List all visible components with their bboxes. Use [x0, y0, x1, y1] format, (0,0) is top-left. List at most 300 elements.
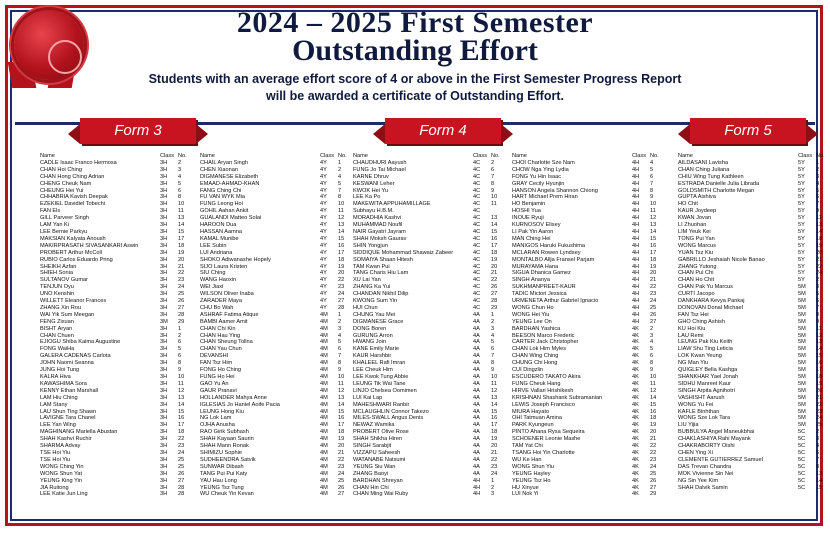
student-name: MANIGOS Haruki Fukushima: [512, 242, 586, 249]
list-item: [40, 201, 192, 208]
student-class: 5M: [798, 374, 806, 380]
student-number: 9: [491, 187, 495, 194]
list-item: [353, 277, 505, 284]
list-item: [512, 264, 664, 271]
list-item: [40, 353, 192, 360]
student-name: TSANG Hoi Yin Charlotte: [512, 449, 575, 456]
student-name: INOUE Ryuji: [512, 215, 544, 222]
student-class: 4A: [473, 387, 480, 394]
list-item: [40, 395, 192, 402]
student-name: SHAH Dalvik Samin: [678, 484, 728, 491]
student-name: YEUNG Siu Wan: [353, 463, 396, 470]
list-item: [512, 485, 664, 492]
student-class: 4K: [632, 443, 639, 450]
header-class: Class: [320, 153, 334, 159]
student-number: 22: [338, 277, 345, 284]
list-item: [512, 167, 664, 174]
list-item: [512, 208, 664, 215]
list-item: [353, 312, 505, 319]
list-item: [200, 312, 352, 319]
student-number: 1: [178, 325, 182, 332]
student-number: 19: [816, 242, 823, 249]
student-number: 19: [178, 249, 185, 256]
student-name: KAWASHIMA Sora: [40, 380, 87, 387]
student-number: 13: [338, 222, 345, 229]
list-item: [678, 388, 830, 395]
student-number: [491, 208, 505, 215]
student-name: LEUNG Pak Kiu Keith: [678, 339, 733, 346]
student-name: CHENG Cheuk Nam: [40, 180, 92, 187]
student-class: 4Y: [320, 228, 327, 235]
student-name: MCLARAN Rowen Lyndsey: [512, 249, 581, 256]
list-item: [200, 326, 352, 333]
student-number: 23: [491, 463, 498, 470]
list-item: [512, 450, 664, 457]
list-item: [200, 450, 352, 457]
student-name: WONG Shun Yat: [40, 470, 83, 477]
student-class: 4K: [632, 401, 639, 408]
student-name: MAHESHWARI Ranbir: [353, 401, 410, 408]
student-number: 11: [491, 380, 497, 387]
list-item: [353, 236, 505, 243]
student-class: 3H: [160, 332, 168, 339]
list-item: [200, 270, 352, 277]
student-class: 3H: [160, 256, 168, 263]
student-number: 5: [178, 346, 182, 353]
student-number: 7: [816, 456, 820, 463]
student-name: SHIN Yongjun: [353, 242, 388, 249]
list-item: [200, 215, 352, 222]
student-name: WONG Shun Yiu: [512, 463, 554, 470]
student-number: 25: [650, 304, 657, 311]
student-class: 4M: [320, 463, 328, 470]
student-number: 7: [816, 201, 820, 208]
student-name: LIU Yijia: [678, 422, 699, 429]
student-class: 4Y: [320, 304, 327, 311]
list-item: [40, 360, 192, 367]
student-class: 4C: [473, 173, 481, 180]
student-number: 6: [650, 353, 654, 360]
student-number: 6: [816, 449, 820, 456]
list-item: [40, 167, 192, 174]
student-number: 18: [650, 256, 657, 263]
student-name: WU Cheuk Yin Kevan: [200, 491, 254, 498]
student-number: 20: [338, 443, 345, 450]
student-class: 4Y: [320, 270, 327, 277]
student-name: NG Sin Yee Kim: [678, 477, 719, 484]
list-item: [200, 243, 352, 250]
list-item: [40, 436, 192, 443]
student-name: LAU Shun Ting Shawn: [40, 408, 97, 415]
student-class: 4K: [632, 346, 639, 353]
student-name: OHI Tatmuan Amina: [512, 415, 562, 422]
list-item: [512, 381, 664, 388]
student-name: KWONG Sum Yin: [353, 298, 398, 305]
student-class: 4A: [473, 325, 480, 332]
list-item: [40, 471, 192, 478]
student-class: 4C: [473, 222, 481, 229]
student-number: 22: [338, 456, 345, 463]
student-class: 4M: [320, 477, 328, 484]
student-class: 4Y: [320, 298, 327, 305]
student-name: MIURA Hayato: [512, 408, 549, 415]
list-item: [512, 194, 664, 201]
list-item: [678, 339, 830, 346]
student-number: 27: [338, 298, 345, 305]
student-class: 3H: [160, 215, 168, 222]
student-number: 19: [816, 380, 823, 387]
student-name: JOHN Naomi Seanna: [40, 360, 94, 367]
student-name: WONG Ching Yin: [40, 463, 84, 470]
student-class: 4M: [320, 443, 328, 450]
student-class: 3H: [160, 408, 168, 415]
student-name: GILL Parveer Singh: [40, 215, 89, 222]
student-name: FAN Els: [40, 208, 61, 215]
student-class: 4K: [632, 325, 639, 332]
student-name: YEUNG Hayley: [512, 470, 551, 477]
student-name: LEUNG Hong Kiu: [200, 408, 244, 415]
list-item: [353, 395, 505, 402]
student-number: 15: [650, 401, 657, 408]
student-number: 24: [816, 415, 823, 422]
student-name: YAU Hau Long: [200, 477, 237, 484]
student-number: 9: [816, 208, 820, 215]
list-item: [512, 457, 664, 464]
student-class: 5M: [798, 367, 806, 374]
list-item: [512, 243, 664, 250]
student-name: ZHANG Yutong: [678, 263, 717, 270]
student-name: MCLAUGHLIN Connor Takezo: [353, 408, 429, 415]
student-number: 6: [816, 298, 820, 305]
student-class: 4Y: [320, 215, 327, 222]
student-name: FUNG Leong Hoi: [200, 201, 243, 208]
list-item: [512, 188, 664, 195]
student-number: 4: [650, 159, 654, 166]
student-name: SUDHEENDRA Satvik: [200, 456, 256, 463]
student-number: 9: [650, 367, 654, 374]
student-class: 4A: [473, 429, 480, 436]
list-item: [200, 388, 352, 395]
student-number: 24: [178, 284, 185, 291]
student-name: ASHRAF Fatima Atique: [200, 311, 259, 318]
list-item: [678, 457, 830, 464]
student-number: 9: [491, 367, 495, 374]
student-name: FANG Ching Chi: [200, 187, 242, 194]
student-class: 4K: [632, 387, 639, 394]
list-item: [40, 464, 192, 471]
list-item: [678, 167, 830, 174]
student-class: 4M: [320, 422, 328, 429]
student-number: 7: [816, 304, 820, 311]
student-number: 20: [650, 429, 657, 436]
student-number: 16: [338, 242, 345, 249]
student-name: CHUNG Chi Hong: [512, 360, 558, 367]
student-class: 4A: [473, 318, 480, 325]
list-item: [353, 457, 505, 464]
list-item: [512, 415, 664, 422]
student-name: YUAN Tsz Kiu: [678, 249, 714, 256]
student-number: 26: [650, 477, 657, 484]
list-item: [678, 257, 830, 264]
student-name: KARNE Dhruv: [353, 173, 389, 180]
student-number: 15: [816, 353, 823, 360]
list-item: [353, 167, 505, 174]
student-name: GALERA CADENAS Carlota: [40, 353, 111, 360]
list-item: [200, 436, 352, 443]
student-number: 17: [178, 235, 185, 242]
student-class: 3H: [160, 304, 168, 311]
student-class: 5Y: [798, 235, 805, 242]
student-class: 4H: [632, 201, 640, 208]
student-name: CHANDAN Nikhil Dilip: [353, 291, 409, 298]
student-name: DEVANSHI: [200, 353, 229, 360]
list-item: [678, 243, 830, 250]
student-number: 16: [491, 235, 498, 242]
student-number: 1: [338, 311, 342, 318]
student-number: 7: [338, 187, 342, 194]
student-name: GURUNG Arron: [353, 332, 393, 339]
student-number: 8: [650, 360, 654, 367]
student-name: ZARADER Maya: [200, 298, 242, 305]
student-class: 5M: [798, 408, 806, 415]
list-item: [200, 319, 352, 326]
student-number: 4: [816, 180, 820, 187]
student-class: 4H: [632, 159, 640, 166]
student-name: AILDASANI Lavisha: [678, 159, 729, 166]
student-name: KHALEEL Rafi Imran: [353, 360, 406, 367]
student-number: 10: [491, 374, 498, 380]
student-number: 26: [178, 298, 185, 305]
student-class: 4A: [473, 415, 480, 422]
student-name: LI Zhuohan: [678, 222, 707, 229]
student-number: 3: [491, 491, 495, 498]
student-number: 28: [178, 311, 185, 318]
student-name: GAUR Pranavi: [200, 387, 237, 394]
student-name: LEE Bernie Parkyu: [40, 228, 88, 235]
student-number: 25: [338, 477, 345, 484]
student-class: 4H: [473, 484, 481, 491]
student-number: 24: [491, 470, 498, 477]
student-name: SHARMA Advay: [40, 443, 81, 450]
student-class: 4Y: [320, 291, 327, 298]
student-name: RUBIO Carlos Eduardo Pring: [40, 256, 113, 263]
student-class: 3H: [160, 228, 168, 235]
student-class: 4Y: [320, 256, 327, 263]
student-number: 12: [650, 387, 657, 394]
student-name: GUALANDI Matteo Solai: [200, 215, 262, 222]
student-number: 23: [338, 284, 345, 291]
student-number: 8: [650, 187, 654, 194]
list-item: [512, 333, 664, 340]
list-item: [200, 402, 352, 409]
list-item: [353, 284, 505, 291]
student-name: PINTO Ahana Rysa Sequeira: [512, 429, 585, 436]
student-name: DONOVAN Donal Michael: [678, 304, 743, 311]
list-item: [200, 422, 352, 429]
student-name: FAN Tsz Him: [200, 360, 233, 367]
student-number: 26: [491, 284, 498, 291]
student-name: CHAN Ho Chit: [678, 277, 715, 284]
student-name: LEUNG Tik Wai Tane: [353, 380, 406, 387]
list-item: [40, 277, 192, 284]
list-item: [353, 367, 505, 374]
student-name: SHAH Mann Ronak: [200, 443, 249, 450]
student-name: SULTANOV Gumar: [40, 277, 88, 284]
student-number: 18: [338, 429, 345, 436]
student-class: 4K: [632, 332, 639, 339]
student-class: 5C: [798, 470, 806, 477]
header-name: Name: [353, 153, 368, 159]
list-item: [40, 312, 192, 319]
student-name: LIAW Shu Ting Leticia: [678, 346, 733, 353]
student-number: 3: [816, 436, 820, 443]
student-name: LEE Subin: [200, 242, 227, 249]
student-number: 20: [816, 249, 823, 256]
header-no: No.: [338, 153, 347, 159]
student-name: FONG Yu Hin Isaac: [512, 173, 562, 180]
student-number: 5: [816, 291, 820, 298]
student-class: 4K: [632, 367, 639, 374]
student-class: 4C: [473, 249, 481, 256]
student-number: 19: [491, 256, 498, 263]
student-class: 4M: [320, 318, 328, 325]
student-name: HOLLANDER Mahya Anne: [200, 394, 267, 401]
list-item: [512, 353, 664, 360]
student-name: SCHOENER Leonie Mashe: [512, 436, 581, 443]
student-class: 5M: [798, 298, 806, 305]
list-item: [353, 422, 505, 429]
student-name: WONG Hei Yiu: [512, 311, 550, 318]
student-class: 4H: [632, 194, 640, 201]
student-number: 6: [338, 346, 342, 353]
student-number: 18: [491, 249, 498, 256]
student-class: 4M: [320, 374, 328, 380]
list-header: [353, 153, 505, 160]
student-number: 2: [178, 159, 182, 166]
student-class: 3H: [160, 387, 168, 394]
student-number: 23: [338, 463, 345, 470]
student-number: 22: [650, 449, 657, 456]
student-name: DIGMANESE Grace: [353, 318, 404, 325]
student-class: 3H: [160, 235, 168, 242]
list-item: [512, 160, 664, 167]
student-class: 4K: [632, 429, 639, 436]
student-number: 25: [650, 470, 657, 477]
student-number: 6: [178, 339, 182, 346]
student-name: HAROON Dua: [200, 222, 237, 229]
student-number: 13: [816, 470, 823, 477]
list-item: [40, 222, 192, 229]
list-item: [678, 478, 830, 485]
header-class: Class: [798, 153, 812, 159]
student-class: 4M: [320, 387, 328, 394]
student-number: 14: [816, 228, 823, 235]
student-number: 2: [178, 332, 182, 339]
list-item: [678, 277, 830, 284]
student-number: 29: [178, 318, 185, 325]
student-number: 19: [338, 263, 345, 270]
student-name: CHAIL Aryan Singh: [200, 159, 248, 166]
student-name: EMAAD-AHMAD-KHAN: [200, 180, 260, 187]
list-item: [512, 277, 664, 284]
list-item: [512, 395, 664, 402]
student-number: 12: [338, 215, 345, 222]
student-class: 3H: [160, 201, 168, 208]
student-number: 8: [178, 360, 182, 367]
list-item: [353, 478, 505, 485]
list-item: [40, 409, 192, 416]
student-number: 17: [816, 367, 823, 374]
student-name: LUI Nok Yi: [512, 491, 539, 498]
student-number: 1: [491, 311, 495, 318]
student-class: 4K: [632, 339, 639, 346]
student-name: NG Man Yiu: [678, 360, 709, 367]
list-item: [512, 270, 664, 277]
student-class: 5M: [798, 394, 806, 401]
list-item: [200, 229, 352, 236]
student-number: 9: [650, 194, 654, 201]
student-number: 20: [178, 256, 185, 263]
student-number: 24: [816, 270, 823, 277]
list-item: [512, 312, 664, 319]
student-class: 4K: [632, 491, 639, 498]
student-name: SIDHU Manreet Kaur: [678, 380, 731, 387]
student-name: TADIC Mictori Jessica: [512, 291, 567, 298]
student-name: CHOW Nga Ying Lydia: [512, 166, 569, 173]
student-number: 6: [491, 166, 495, 173]
list-item: [678, 215, 830, 222]
student-name: CHAN Hau Ying: [200, 332, 241, 339]
student-class: 4M: [320, 401, 328, 408]
student-number: 11: [491, 201, 497, 208]
student-number: 2: [338, 166, 342, 173]
student-class: 5Y: [798, 277, 805, 284]
student-class: 4Y: [320, 166, 327, 173]
student-name: LUI Kai Lap: [353, 394, 383, 401]
student-class: 4M: [320, 380, 328, 387]
student-number: 2: [491, 318, 495, 325]
list-item: [678, 229, 830, 236]
student-class: 4M: [320, 449, 328, 456]
list-item: [353, 215, 505, 222]
student-name: MORADHIA Kashvi: [353, 215, 402, 222]
student-number: 18: [650, 415, 657, 422]
list-item: [512, 291, 664, 298]
student-number: 4: [491, 332, 495, 339]
student-name: CHHABRIA Kavish Deepak: [40, 194, 108, 201]
list-item: [40, 298, 192, 305]
student-class: 3H: [160, 346, 168, 353]
page-title-line1: 2024 – 2025 First Semester: [236, 6, 594, 39]
student-number: 27: [178, 304, 185, 311]
student-class: 4A: [473, 463, 480, 470]
student-name: HIRVE Vallari Hrishikesh: [512, 387, 574, 394]
list-item: [678, 298, 830, 305]
list-item: [678, 236, 830, 243]
student-class: 4A: [473, 422, 480, 429]
student-number: 22: [491, 277, 498, 284]
list-item: [512, 409, 664, 416]
student-name: TAM Yat Chi: [512, 443, 543, 450]
student-name: GOHIL Aahan Ankit: [200, 208, 249, 215]
student-number: 6: [816, 194, 820, 201]
student-number: 16: [816, 360, 823, 367]
list-item: [678, 443, 830, 450]
list-item: [512, 174, 664, 181]
list-item: [678, 360, 830, 367]
student-name: LAM Hiu Ching: [40, 394, 78, 401]
student-name: MAKIRPRASATH SIVASANKARI Aswin: [40, 242, 139, 249]
